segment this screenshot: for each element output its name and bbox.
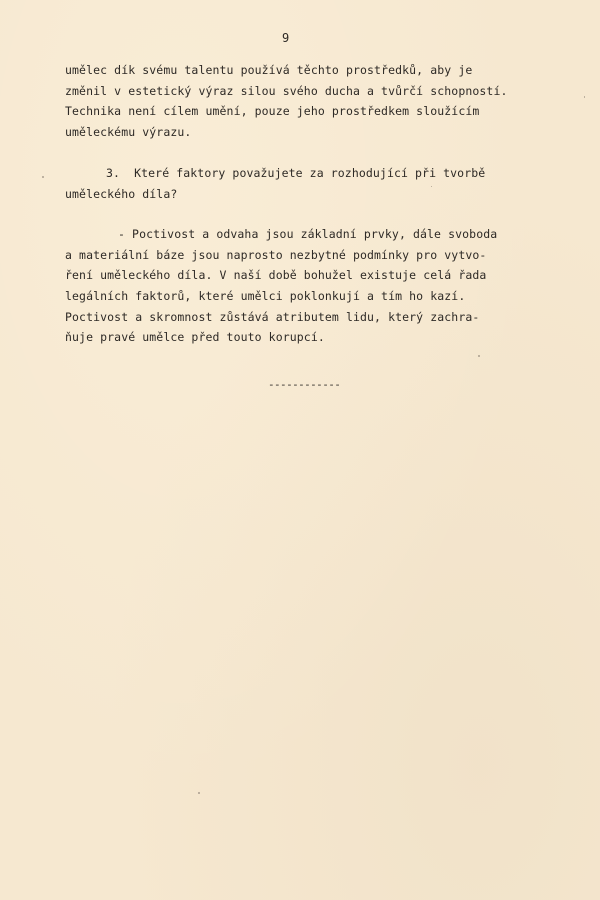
paper-speck <box>478 355 480 357</box>
section-divider: ------------ <box>268 378 341 391</box>
paper-speck <box>431 186 432 187</box>
paper-speck <box>198 792 200 794</box>
answer-line: a materiální báze jsou naprosto nezbytné podmínky pro vytvo- <box>65 248 487 262</box>
paragraph-line: uměleckému výrazu. <box>65 125 192 139</box>
paragraph-line: Technika není cílem umění, pouze jeho prostředkem sloužícím <box>65 104 480 118</box>
question-line: uměleckého díla? <box>65 187 178 201</box>
answer-line: ňuje pravé umělce před touto korupcí. <box>65 330 325 344</box>
paragraph-line: změnil v estetický výraz silou svého ducha a tvůrčí schopností. <box>65 84 508 98</box>
answer-line: legálních faktorů, které umělci poklonkují a tím ho kazí. <box>65 289 466 303</box>
paper-speck <box>584 96 585 98</box>
answer-line: - Poctivost a odvaha jsou základní prvky, dále svoboda <box>118 227 498 241</box>
paper-speck <box>42 176 44 178</box>
answer-line: ření uměleckého díla. V naší době bohužel existuje celá řada <box>65 268 487 282</box>
answer-line: Poctivost a skromnost zůstává atributem lidu, který zachra- <box>65 310 480 324</box>
question-line: 3. Které faktory považujete za rozhodující při tvorbě <box>106 166 486 180</box>
paragraph-line: umělec dík svému talentu používá těchto prostředků, aby je <box>65 63 473 77</box>
page-number: 9 <box>282 31 290 45</box>
